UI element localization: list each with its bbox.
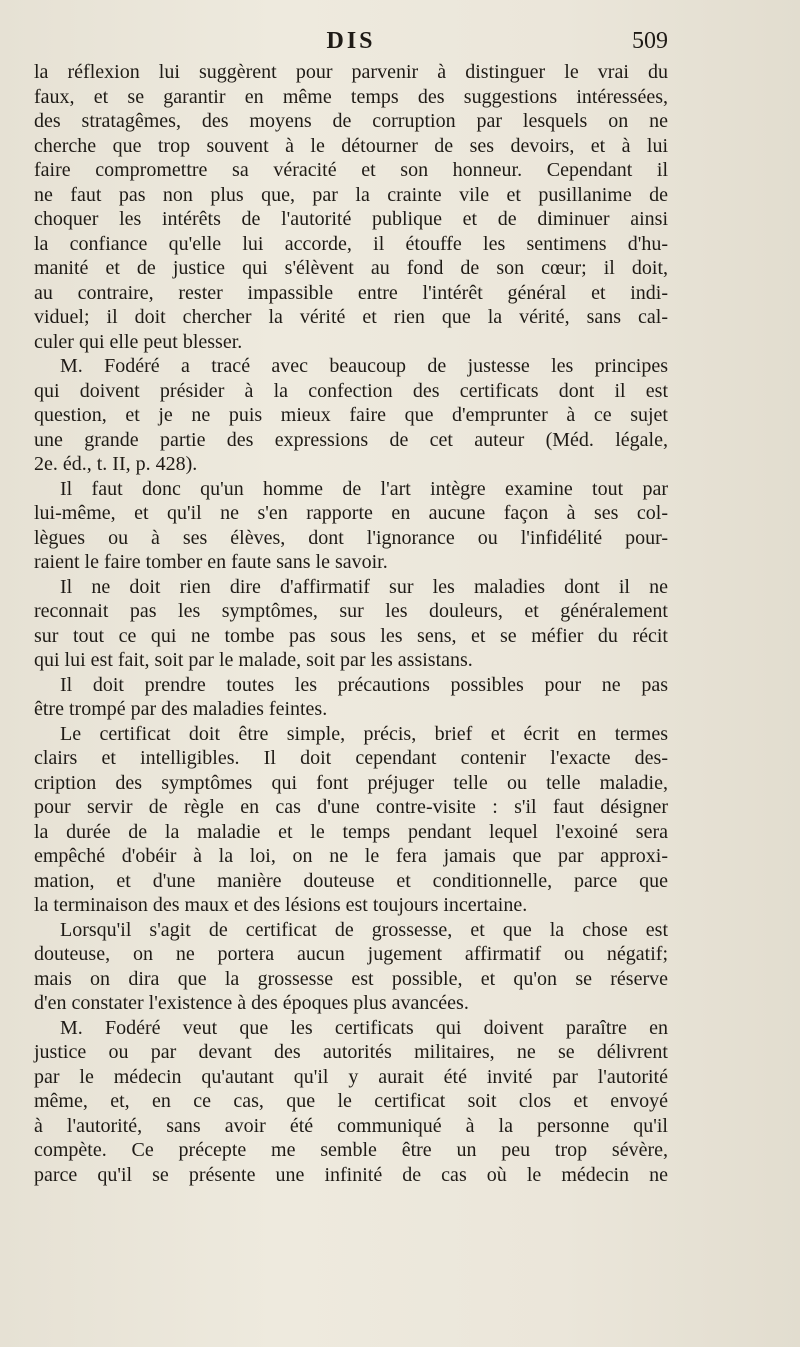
text-line: lui-même, et qu'il ne s'en rapporte en aucune façon à ses col-: [34, 502, 668, 524]
text-line: cription des symptômes qui font préjuger telle ou telle maladie,: [34, 771, 668, 794]
text-line: faux, et se garantir en même temps des suggestions intéressées,: [34, 85, 668, 108]
text-line: à l'autorité, sans avoir été communiqué à la personne qu'il: [34, 1114, 668, 1137]
text-line: justice ou par devant des autorités militaires, ne se délivrent: [34, 1041, 668, 1063]
text-line: faire compromettre sa véracité et son honneur. Cependant il: [34, 159, 668, 181]
text-line: question, et je ne puis mieux faire que d'emprunter à ce sujet: [34, 404, 668, 426]
text-line: qui doivent présider à la confection des certificats dont il est: [34, 379, 668, 402]
text-line: raient le faire tomber en faute sans le savoir.: [34, 551, 388, 573]
text-line: la confiance qu'elle lui accorde, il étouffe les sentimens d'hu-: [34, 232, 668, 255]
text-line: M. Fodéré veut que les certificats qui doivent paraître en: [60, 1016, 668, 1039]
text-line: la durée de la maladie et le temps pendant lequel l'exoiné sera: [34, 820, 668, 843]
text-line: 2e. éd., t. II, p. 428).: [34, 453, 198, 475]
page-number: 509: [632, 28, 668, 54]
text-line: par le médecin qu'autant qu'il y aurait été invité par l'autorité: [34, 1065, 668, 1088]
text-line: être trompé par des maladies feintes.: [34, 698, 328, 720]
text-line: qui lui est fait, soit par le malade, soit par les assistans.: [34, 649, 473, 671]
text-line: choquer les intérêts de l'autorité publique et de diminuer ainsi: [34, 208, 668, 230]
text-line: d'en constater l'existence à des époques plus avancées.: [34, 992, 469, 1014]
text-line: mais on dira que la grossesse est possible, et qu'on se réserve: [34, 967, 668, 990]
text-line: empêché d'obéir à la loi, on ne le fera jamais que par approxi-: [34, 845, 668, 867]
text-line: compète. Ce précepte me semble être un peu trop sévère,: [34, 1139, 668, 1161]
text-line: ne faut pas non plus que, par la crainte vile et pusillanime de: [34, 183, 668, 206]
text-line: même, et, en ce cas, que le certificat soit clos et envoyé: [34, 1090, 668, 1112]
text-lines: [34, 60, 668, 1187]
text-line: douteuse, on ne portera aucun jugement affirmatif ou négatif;: [34, 943, 668, 965]
text-line: la réflexion lui suggèrent pour parvenir à distinguer le vrai du: [34, 61, 668, 83]
text-line: Lorsqu'il s'agit de certificat de grossesse, et que la chose est: [60, 918, 668, 941]
text-line: lègues ou à ses élèves, dont l'ignorance ou l'infidélité pour-: [34, 526, 668, 549]
body-text: [34, 60, 668, 1187]
text-line: cherche que trop souvent à le détourner de ses devoirs, et à lui: [34, 134, 668, 157]
text-line: Il doit prendre toutes les précautions possibles pour ne pas: [60, 673, 668, 696]
text-line: la terminaison des maux et des lésions est toujours incertaine.: [34, 894, 528, 916]
text-line: reconnait pas les symptômes, sur les douleurs, et généralement: [34, 600, 668, 622]
text-line: au contraire, rester impassible entre l'intérêt général et indi-: [34, 281, 668, 304]
text-line: parce qu'il se présente une infinité de cas où le médecin ne: [34, 1163, 668, 1186]
text-line: mation, et d'une manière douteuse et conditionnelle, parce que: [34, 869, 668, 892]
text-line: manité et de justice qui s'élèvent au fond de son cœur; il doit,: [34, 257, 668, 279]
text-line: viduel; il doit chercher la vérité et rien que la vérité, sans cal-: [34, 306, 668, 328]
text-line: sur tout ce qui ne tombe pas sous les sens, et se méfier du récit: [34, 624, 668, 647]
text-line: des stratagêmes, des moyens de corruption par lesquels on ne: [34, 110, 668, 132]
text-line: culer qui elle peut blesser.: [34, 330, 243, 353]
text-line: pour servir de règle en cas d'une contre-visite : s'il faut désigner: [34, 796, 668, 818]
text-line: Le certificat doit être simple, précis, brief et écrit en termes: [60, 722, 668, 745]
text-line: une grande partie des expressions de cet auteur (Méd. légale,: [34, 428, 668, 451]
text-line: Il ne doit rien dire d'affirmatif sur les maladies dont il ne: [60, 575, 668, 598]
text-line: Il faut donc qu'un homme de l'art intègre examine tout par: [60, 477, 668, 500]
page-header: [34, 28, 668, 62]
running-head: DIS: [326, 28, 376, 54]
text-line: clairs et intelligibles. Il doit cependant contenir l'exacte des-: [34, 747, 668, 769]
text-line: M. Fodéré a tracé avec beaucoup de justesse les principes: [60, 355, 668, 377]
